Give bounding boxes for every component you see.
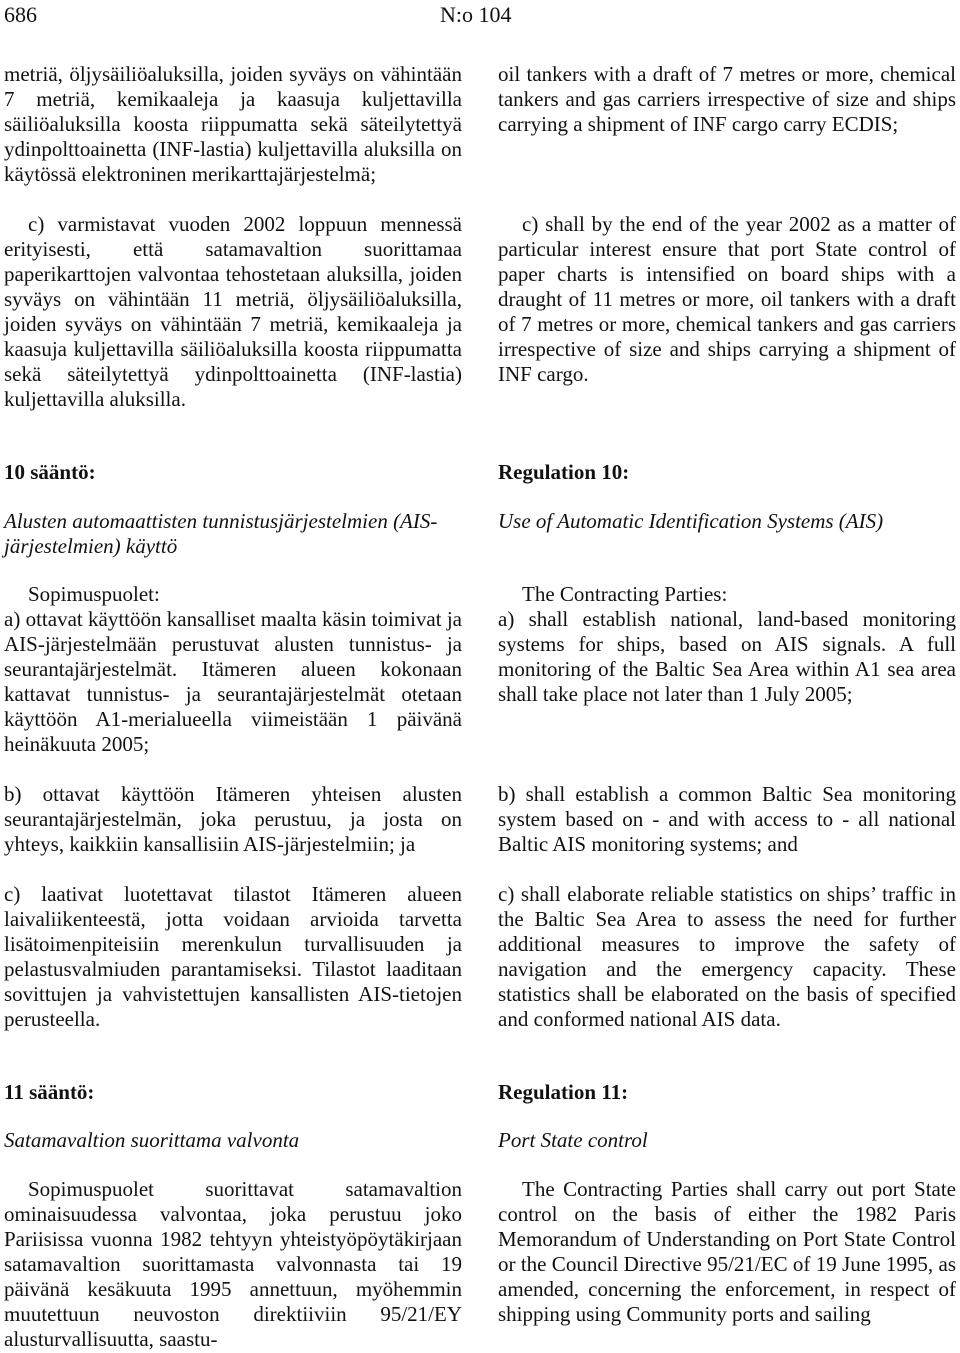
fi-regulation-10-clause-b: b) ottavat käyttöön Itämeren yhteisen alusten seurantajärjestelmän, joka perustuu, ja josta on yhteys, kaikkiin kansallisiin AIS-järjestelmiin; ja (4, 782, 462, 856)
fi-continuation-paragraph: metriä, öljysäiliöaluksilla, joiden syväys on vähintään 7 metriä, kemikaaleja ja kaasuja kuljettavilla säiliöaluksilla koosta riippumatta sekä säteilytettyä ydinpolttoainetta (INF-lastia) kuljettavilla aluksilla on käytössä elektroninen merikarttajärjestelmä; (4, 62, 462, 186)
en-regulation-11-heading: Regulation 11: (498, 1080, 629, 1104)
journal-number: N:o 104 (440, 2, 512, 27)
en-regulation-10-clause-b: b) shall establish a common Baltic Sea monitoring system based on - and with access to - all national Baltic AIS monitoring systems; and (498, 782, 956, 856)
fi-regulation-11-title: Satamavaltion suorittama valvonta (4, 1128, 300, 1152)
fi-regulation-10-clause-a: a) ottavat käyttöön kansalliset maalta käsin toimivat ja AIS-järjestelmään perustuvat alusten tunnistus- ja seurantajärjestelmät. Itämeren alueen kokonaan kattavat tunnistus- ja seurantajärjestelmät otetaan käyttöön A1-merialueella viimeistään 1 päivänä heinäkuuta 2005; (4, 607, 462, 756)
en-regulation-10-clause-c: c) shall elaborate reliable statistics on ships’ traffic in the Baltic Sea Area to assess the need for further additional measures to improve the safety of navigation and the emergency capacity. These statistics shall be elaborated on the basis of specified and conformed national AIS data. (498, 882, 956, 1031)
fi-regulation-10-title: Alusten automaattisten tunnistusjärjestelmien (AIS-järjestelmien) käyttö (4, 509, 438, 558)
en-regulation-11-title: Port State control (498, 1128, 648, 1152)
fi-clause-c-ecdis: c) varmistavat vuoden 2002 loppuun mennessä erityisesti, että satamavaltion suorittamaa paperikarttojen valvontaa tehostetaan aluksilla, joiden syväys on vähintään 11 metriä, öljysäiliöaluksilla, joiden syväys on vähintään 7 metriä, kemikaaleja ja kaasuja kuljettavilla säiliöaluksilla koosta riippumatta sekä säteilytettyä ydinpolttoainetta (INF-lastia) kuljettavilla aluksilla. (4, 212, 462, 411)
fi-regulation-10-clause-c: c) laativat luotettavat tilastot Itämeren alueen laivaliikenteestä, jotta voidaan arvioida tarvetta lisätoimenpiteisiin merenkulun turvallisuuden ja pelastusvalmiuden parantamiseksi. Tilastot laaditaan sovittujen ja vahvistettujen kansallisten AIS-tietojen perusteella. (4, 882, 462, 1031)
page-number: 686 (4, 2, 37, 27)
en-regulation-10-heading: Regulation 10: (498, 460, 630, 484)
en-contracting-parties-label: The Contracting Parties: (522, 582, 728, 606)
en-continuation-paragraph: oil tankers with a draft of 7 metres or more, chemical tankers and gas carriers irrespective of size and ships carrying a shipment of INF cargo carry ECDIS; (498, 62, 956, 136)
en-regulation-10-clause-a: a) shall establish national, land-based monitoring systems for ships, based on AIS signals. A full monitoring of the Baltic Sea Area within A1 sea area shall take place not later than 1 July 2005; (498, 607, 956, 706)
fi-regulation-10-heading: 10 sääntö: (4, 460, 96, 484)
en-regulation-11-text: The Contracting Parties shall carry out port State control on the basis of either the 1982 Paris Memorandum of Understanding on Port State Control or the Council Directive 95/21/EC of 19 June 1995, as amended, concerning the enforcement, in respect of shipping using Community ports and sailing (498, 1177, 956, 1326)
fi-contracting-parties-label: Sopimuspuolet: (28, 582, 160, 606)
page-header (0, 0, 960, 40)
en-regulation-10-title: Use of Automatic Identification Systems (AIS) (498, 509, 884, 533)
fi-regulation-11-heading: 11 sääntö: (4, 1080, 95, 1104)
fi-regulation-11-text: Sopimuspuolet suorittavat satamavaltion ominaisuudessa valvontaa, joka perustuu joko Pariisissa vuonna 1982 tehtyyn yhteistyöpöytäkirjaan satamavaltion suorittamasta valvonnasta tai 19 päivänä kesäkuuta 1995 annettuun, myöhemmin muutettuun neuvoston direktiiviin 95/21/EY alusturvallisuutta, saastu- (4, 1177, 462, 1351)
en-clause-c-ecdis: c) shall by the end of the year 2002 as a matter of particular interest ensure that port State control of paper charts is intensified on board ships with a draught of 11 metres or more, oil tankers with a draft of 7 metres or more, chemical tankers and gas carriers irrespective of size and ships carrying a shipment of INF cargo. (498, 212, 956, 386)
